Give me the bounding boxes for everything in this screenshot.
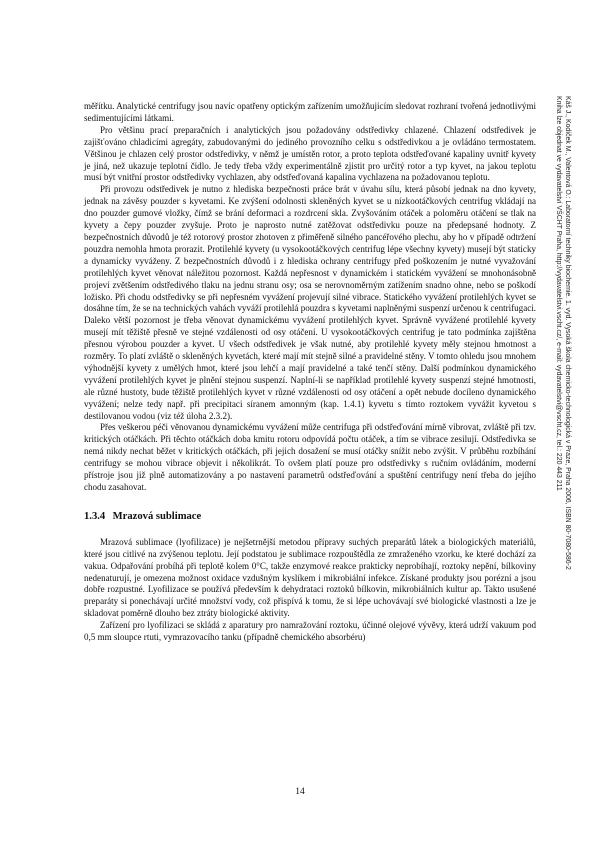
- body-text: [84, 101, 536, 644]
- section-number: 1.3.4: [84, 510, 106, 522]
- page-number: 14: [295, 787, 305, 797]
- paragraph-lyophilization: Mrazová sublimace (lyofilizace) je nejšetrnější metodou přípravy suchých preparátů látek a biologických materiálů, které jsou citlivé na zvýšenou teplotu. Její podstatou je sublimace rozpouštědla ze zmraženého vzorku, ke které dochází za vakua. Odpařování probíhá při teplotě kolem 0°C, takže enzymové reakce prakticky neprobíhají, roztoky nepění, bílkoviny nedenaturují, je omezena možnost oxidace vzdušným kyslíkem i mikrobiální infekce. Získané produkty jsou porézní a jsou dobře rozpustné. Lyofilizace se používá především k dehydrataci roztoků bílkovin, mikrobiálních kultur ap. Takto usušené preparáty si ponechávají určité množství vody, což přispívá k tomu, že si lépe uchovávají své biologické vlastnosti a lze je skladovat poměrně dlouho bez ztráty biologické aktivity.: [84, 536, 536, 619]
- citation-line: Káš J., Kodíček M., Valentová O.: Laboratorní techniky biochemie. 1. vyd. Vysoká škola chemicko-technologická v Praze, Praha 2006, ISBN 80-7080-586-2: [564, 96, 571, 570]
- paragraph-apparatus: Zařízení pro lyofilizaci se skládá z aparatury pro namražování roztoku, účinné olejové vývěvy, která udrží vakuum pod 0,5 mm sloupce rtuti, vymrazovacího tanku (případně chemického absorbéru): [84, 620, 536, 643]
- side-citation-note: [553, 96, 571, 756]
- paragraph-cooling: Pro většinu prací preparačních i analytických jsou požadovány odstředivky chlazené. Chlazení odstředivek je zajišťováno chladicími agregáty, zabudovanými do jediného provozního celku s odstředivkou a je ovládáno termostatem. Většinou je chlazen celý prostor odstředivky, v němž je umístěn rotor, a proto teplota odstřeďované kapaliny uvnitř kyvety je jiná, než ukazuje teplotní čidlo. Je tedy třeba vždy experimentálně zjistit pro určitý rotor a typ kyvet, na jakou teplotu musí být vnitřní prostor odstředivky vychlazen, aby odstřeďovaná kapalina vychlazena na požadovanou teplotu.: [84, 124, 536, 183]
- paragraph-safety-balancing: Při provozu odstředivek je nutno z hlediska bezpečnosti práce brát v úvahu sílu, která působí jednak na dno kyvety, jednak na závěsy pouzder s kyvetami. Ke zvýšení odolnosti skleněných kyvet se u nízkootáčkových centrifug vkládají na dno pouzder gumové vložky, čímž se brání deformaci a rozdrcení skla. Zvyšováním otáček a poloměru otáčení se tlak na kyvety a čepy pouzder zvyšuje. Proto je naprosto nutné zatěžovat odstředivku pouze na předepsané hodnoty. Z bezpečnostních důvodů je též rotorový prostor zhotoven z přiměřeně silného pancéřového plechu, aby ho v případě odtržení pouzdra nemohla hmota prorazit. Protilehlé kyvety (u vysokootáčkových centrifug lépe všechny kyvety) musejí být staticky a dynamicky vyváženy. Z bezpečnostních důvodů i z hlediska ochrany centrifugy před poškozením je nutné vyvažování protilehlých kyvet věnovat náležitou pozornost. Každá nepřesnost v dynamickém i statickém vyvážení se mnohonásobně projeví zvětšením odstředivého tlaku na jednu stranu osy; osa se nerovnoměrným zatížením snadno ohne, nebo se poškodí ložisko. Při chodu odstředivky se při nepřesném vyvážení projevují silné vibrace. Statického vyvážení protilehlých kyvet se dosáhne tím, že se na technických vahách vyváží protilehlá pouzdra s kyvetami naplněnými suspenzí určenou k centrifugaci. Daleko větší pozornost je třeba věnovat dynamickému vyvážení protilehlých kyvet. Správně vyvážené protilehlé kyvety musejí mít těžiště přesně ve stejné vzdálenosti od osy otáčení. U vysokootáčkových centrifug je tato podmínka zajištěna přesnou výrobou pouzder a kyvet. U všech odstředivek je však nutné, aby protilehlé kyvety měly stejnou hmotnost a rozměry. To platí zvláště o skleněných kyvetách, které mají mít stejně silné a pravidelné stěny. V tomto ohledu jsou mnohem výhodnější kyvety z umělých hmot, které jsou lehčí a mají pravidelné a také tenčí stěny. Další podmínkou dynamického vyvážení protilehlých kyvet je plnění stejnou suspenzí. Naplní-li se například protilehlé kyvety suspenzí stejné hmotnosti, ale různé hustoty, bude těžiště protilehlých kyvet v různé vzdálenosti od osy otáčení a opět nebude docíleno dynamického vyvážení; nelze tedy např. při precipitaci síranem amonným (kap. 1.4.1) kyvetu s tímto roztokem vyvážit kyvetou s destilovanou vodou (viz též úloha 2.3.2).: [84, 184, 536, 421]
- paragraph-intro: měřítku. Analytické centrifugy jsou navíc opatřeny optickým zařízením umožňujícím sledovat rozhraní tvořená jednotlivými sedimentujícími látkami.: [84, 101, 536, 123]
- paragraph-vibration: Přes veškerou péči věnovanou dynamickému vyvážení může centrifuga při odstřeďování mírně vibrovat, zvláště při tzv. kritických otáčkách. Při těchto otáčkách doba kmitu rotoru odpovídá počtu otáček, a tím se vibrace zesilují. Odstředivka se nemá nikdy nechat běžet v kritických otáčkách, při jejich dosažení se musí otáčky snížit nebo zvýšit. V průběhu rozbíhání centrifugy se mohou vibrace objevit i několikrát. To ovšem platí pouze pro odstředivky s ručním ovládáním, moderní přístroje jsou již plně automatizovány a po nastavení parametrů odstřeďování a spuštění centrifugy není třeba do jejího chodu zasahovat.: [84, 422, 536, 492]
- section-title: Mrazová sublimace: [112, 510, 202, 522]
- ordering-info-line: Kniha lze objednat ve vydavatelství VŠCHT Praha, http://vydavatelstvi.vscht.cz/, e-mail: vydavatelstvi@vscht.cz, tel.: 220 443 211: [555, 96, 563, 491]
- section-heading: [84, 511, 536, 523]
